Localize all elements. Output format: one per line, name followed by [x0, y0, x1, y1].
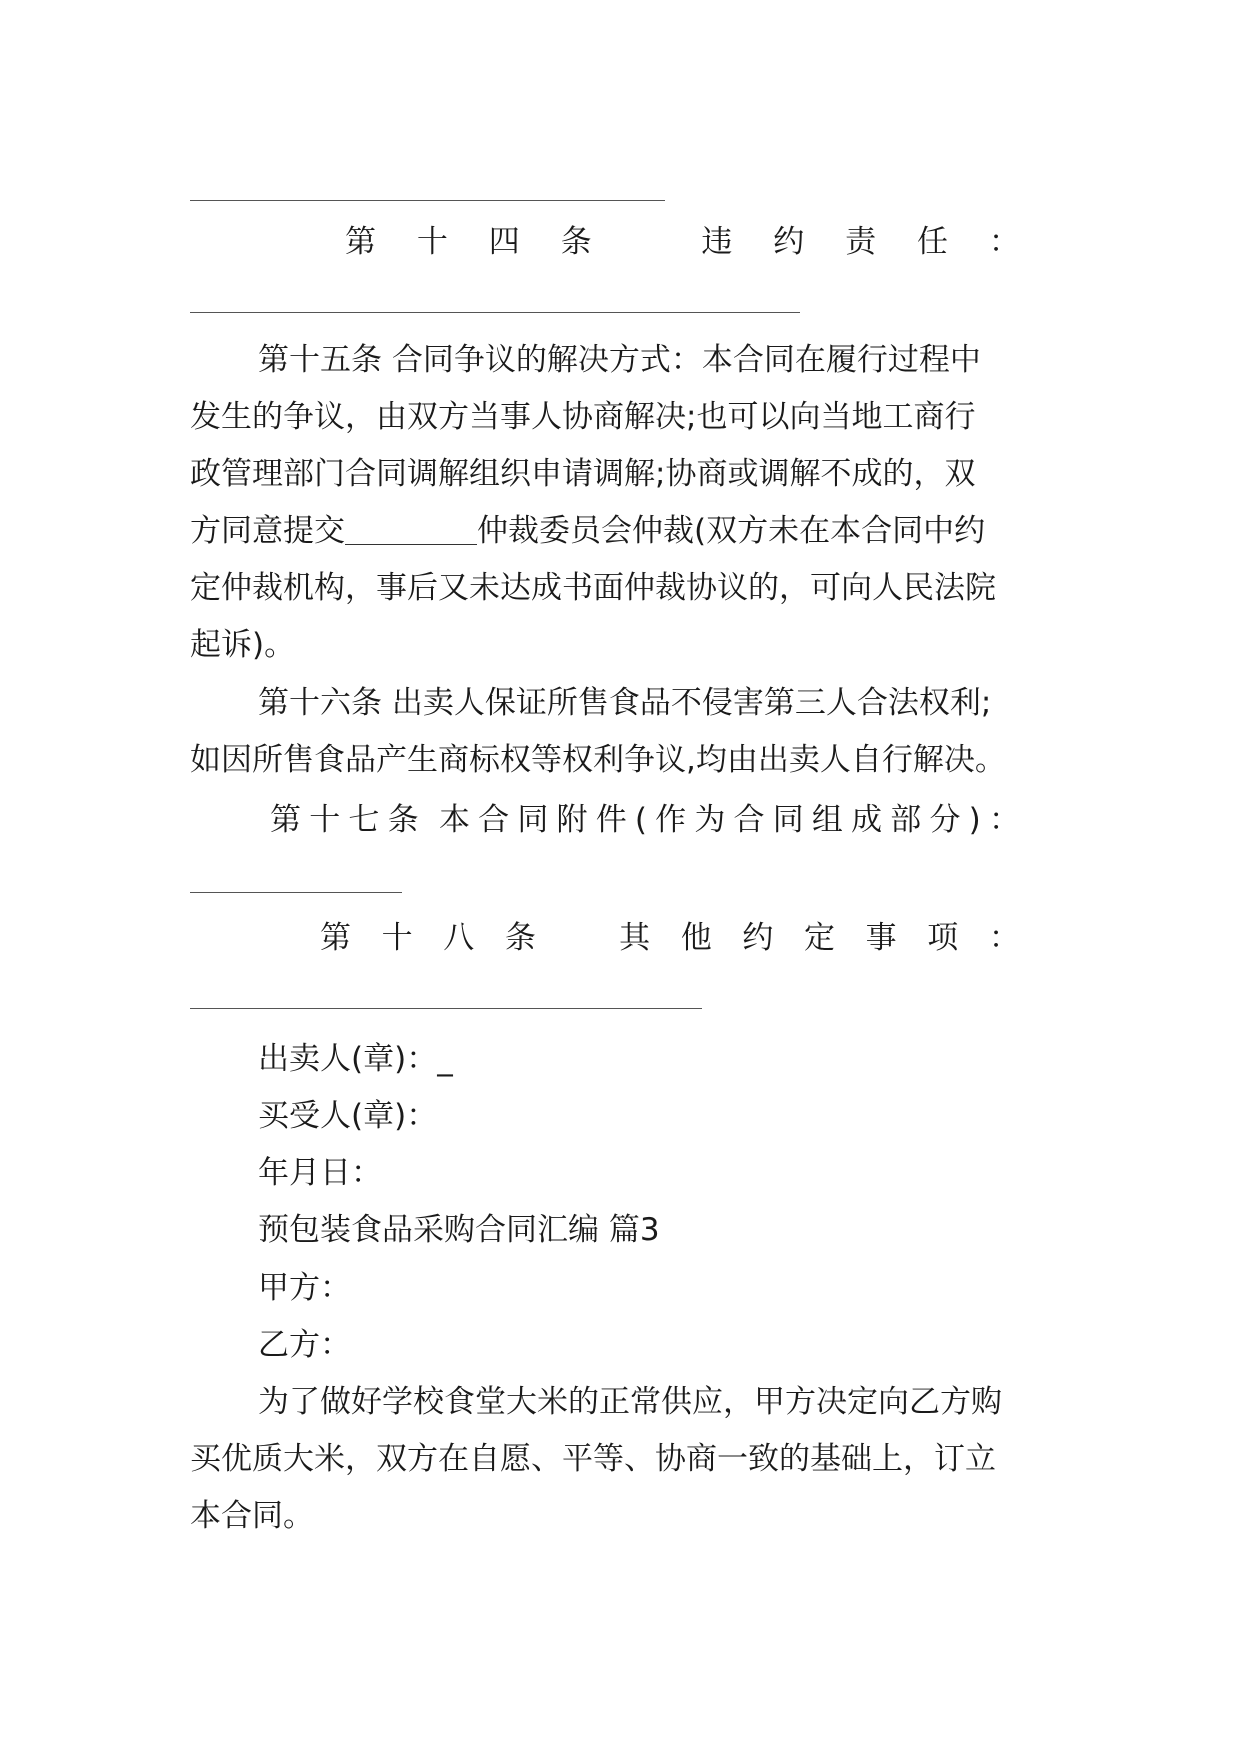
paragraph-line: 定仲裁机构，事后又未达成书面仲裁协议的，可向人民法院 — [190, 570, 996, 606]
signature-date: 年月日： — [258, 1155, 382, 1191]
blank-rule — [190, 1008, 702, 1009]
paragraph-line: 起诉)。 — [190, 627, 296, 663]
article-18-heading: 第 十 八 条 其 他 约 定 事 项 ： — [320, 920, 1020, 956]
blank-rule — [190, 892, 402, 893]
arbitration-blank — [345, 514, 477, 545]
buyer-signature: 买受人(章)： — [258, 1098, 438, 1134]
paragraph-line: 方同意提交 仲裁委员会仲裁(双方未在本合同中约 — [190, 513, 986, 549]
seller-signature: 出卖人(章)：_ — [258, 1041, 453, 1077]
blank-rule — [190, 312, 800, 313]
paragraph-line: 为了做好学校食堂大米的正常供应，甲方决定向乙方购 — [258, 1384, 1002, 1420]
article-14-heading: 第 十 四 条 违 约 责 任 ： — [345, 224, 1020, 260]
paragraph-line: 政管理部门合同调解组织申请调解;协商或调解不成的，双 — [190, 456, 976, 492]
paragraph-line: 第十五条 合同争议的解决方式：本合同在履行过程中 — [258, 342, 981, 378]
article-17-heading: 第 十 七 条 本 合 同 附 件 ( 作 为 合 同 组 成 部 分 ) ： — [270, 802, 1020, 838]
paragraph-line: 本合同。 — [190, 1498, 314, 1534]
section-title: 预包装食品采购合同汇编 篇3 — [258, 1212, 660, 1248]
paragraph-line: 买优质大米，双方在自愿、平等、协商一致的基础上，订立 — [190, 1441, 996, 1477]
blank-rule — [190, 200, 665, 201]
party-b: 乙方： — [258, 1327, 351, 1363]
paragraph-line: 发生的争议，由双方当事人协商解决;也可以向当地工商行 — [190, 399, 976, 435]
party-a: 甲方： — [258, 1270, 351, 1306]
paragraph-line: 如因所售食品产生商标权等权利争议,均由出卖人自行解决。 — [190, 742, 1006, 778]
paragraph-line: 第十六条 出卖人保证所售食品不侵害第三人合法权利; — [258, 685, 992, 721]
